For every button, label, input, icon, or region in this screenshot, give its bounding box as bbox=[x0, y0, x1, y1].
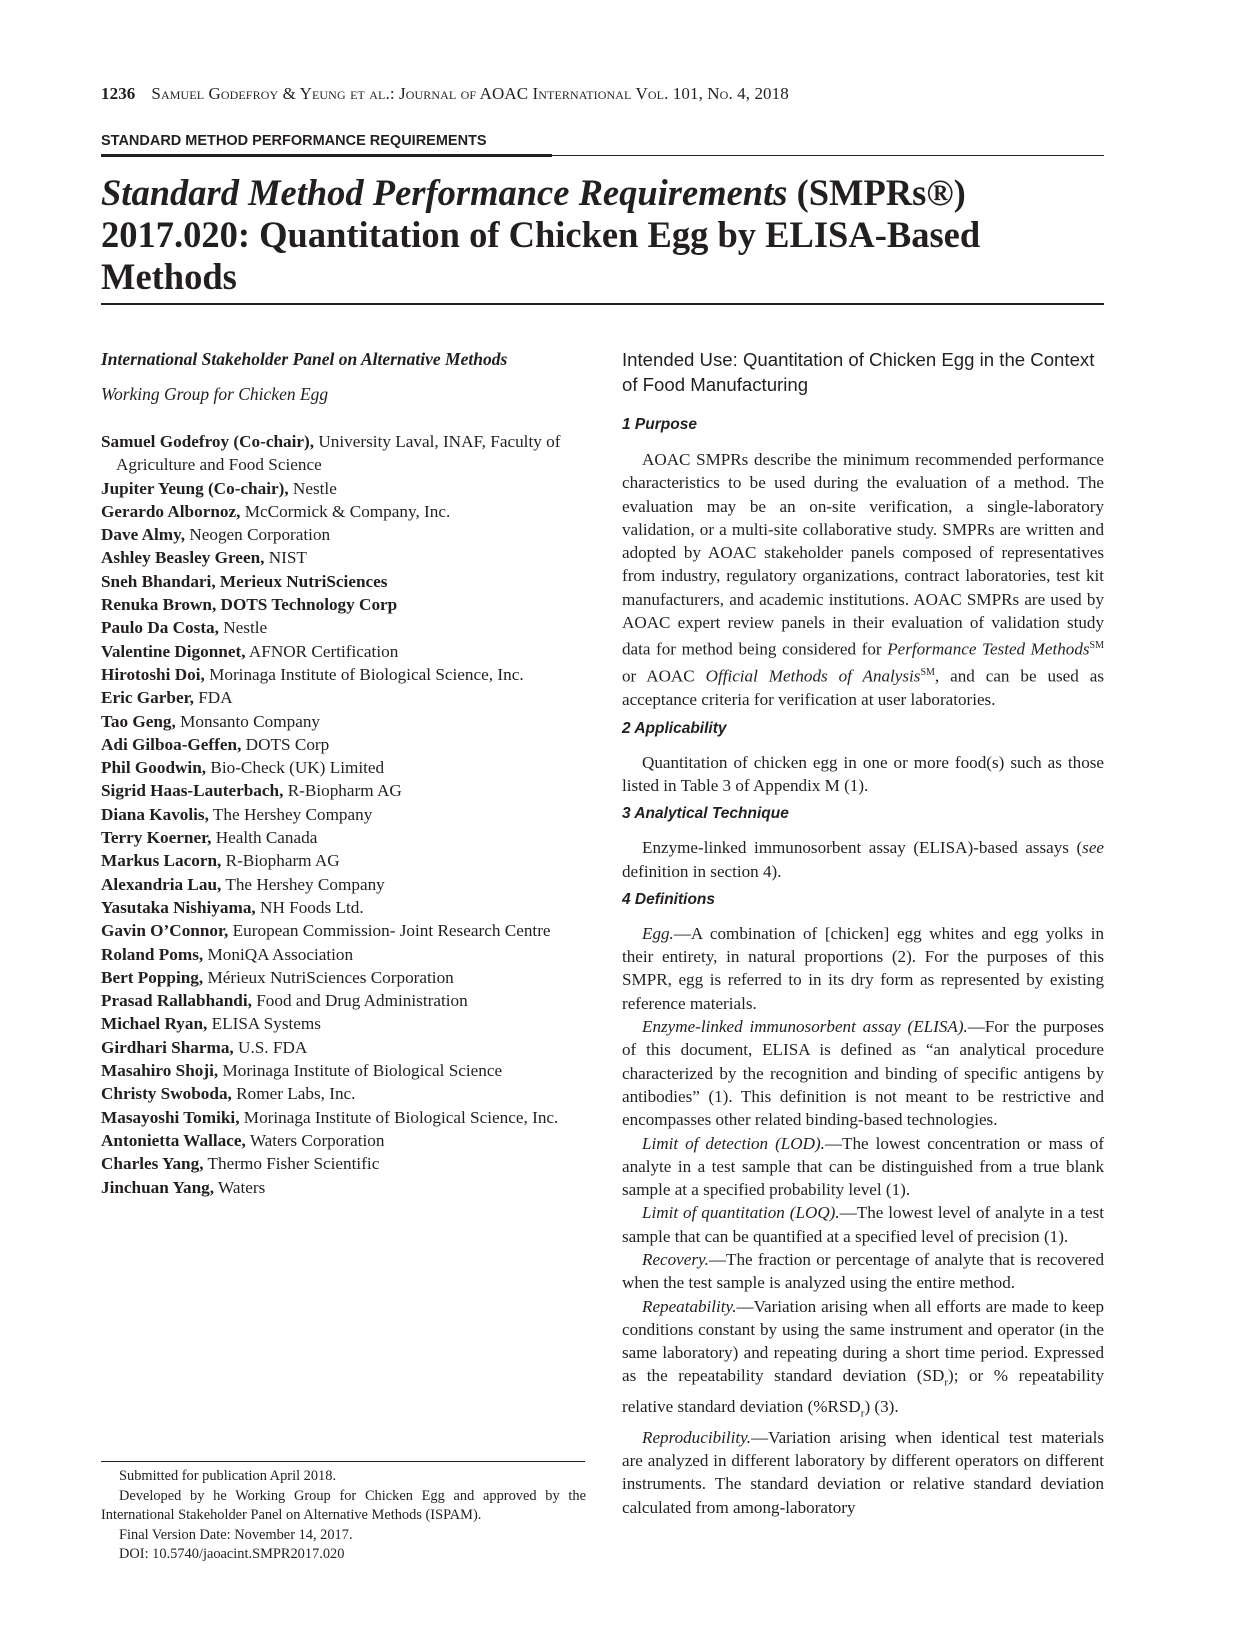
member-affiliation: Thermo Fisher Scientific bbox=[207, 1154, 380, 1174]
member-entry bbox=[101, 733, 591, 756]
member-name: Ashley Beasley Green, bbox=[101, 548, 265, 568]
member-name: Alexandria Lau, bbox=[101, 874, 222, 894]
member-affiliation: Morinaga Institute of Biological Science bbox=[222, 1061, 503, 1081]
member-name: Bert Popping, bbox=[101, 967, 204, 987]
section-rule-thick bbox=[101, 154, 552, 157]
member-affiliation: The Hershey Company bbox=[225, 874, 385, 894]
page-number: 1236 bbox=[101, 84, 136, 103]
member-name: Dave Almy, bbox=[101, 525, 186, 545]
technique-text-a: Enzyme-linked immunosorbent assay (ELISA)-based assays ( bbox=[642, 838, 1083, 858]
member-entry bbox=[101, 1036, 591, 1059]
member-name: Roland Poms, bbox=[101, 944, 204, 964]
purpose-paragraph bbox=[622, 448, 1104, 712]
member-entry bbox=[101, 477, 591, 500]
member-entry bbox=[101, 1176, 591, 1199]
member-entry bbox=[101, 663, 591, 686]
member-entry bbox=[101, 686, 591, 709]
member-entry bbox=[101, 873, 591, 896]
member-affiliation: Health Canada bbox=[215, 828, 318, 848]
member-entry bbox=[101, 779, 591, 802]
member-name: Tao Geng, bbox=[101, 711, 176, 731]
member-affiliation: The Hershey Company bbox=[212, 804, 373, 824]
member-entry bbox=[101, 1012, 591, 1035]
member-entry bbox=[101, 546, 591, 569]
def-lod bbox=[622, 1132, 1104, 1202]
applicability-paragraph: Quantitation of chicken egg in one or more food(s) such as those listed in Table 3 of Appendix M (1). bbox=[622, 752, 1104, 795]
def-repeatability-text-b: ); or % repeatability relative standard deviation (%RSD bbox=[622, 1366, 1104, 1417]
member-name: Masahiro Shoji, bbox=[101, 1061, 219, 1081]
footnote-doi: DOI: 10.5740/jaoacint.SMPR2017.020 bbox=[119, 1546, 345, 1562]
oma-term: Official Methods of Analysis bbox=[705, 667, 921, 687]
member-name: Valentine Digonnet, bbox=[101, 641, 246, 661]
member-name: Phil Goodwin, bbox=[101, 758, 207, 778]
purpose-or-aoac: or AOAC bbox=[622, 667, 695, 687]
member-entry bbox=[101, 1106, 591, 1129]
subscript-r: r bbox=[944, 1376, 949, 1389]
member-entry bbox=[101, 710, 591, 733]
sm-mark: SM bbox=[920, 667, 935, 679]
member-name: Yasutaka Nishiyama, bbox=[101, 897, 256, 917]
def-egg-text: —A combination of [chicken] egg whites and egg yolks in their entirety, in natural proportions (2). For the purposes of this SMPR, egg is referred to in its dry form as represented by existing reference materials. bbox=[622, 923, 1104, 1013]
def-repeatability-text-a: —Variation arising when all efforts are made to keep conditions constant by using the same instrument and operator (in the same laboratory) and repeating during a short time period. Expressed as the repeatability standard deviation (SD bbox=[622, 1296, 1104, 1386]
member-affiliation: MoniQA Association bbox=[207, 944, 354, 964]
section-3-heading: 3 Analytical Technique bbox=[622, 805, 789, 823]
member-entry bbox=[101, 1059, 591, 1082]
member-affiliation: Romer Labs, Inc. bbox=[236, 1084, 356, 1104]
member-affiliation: Neogen Corporation bbox=[189, 525, 331, 545]
title-line1-rest: (SMPRs®) bbox=[796, 172, 966, 213]
member-affiliation: Mérieux NutriSciences Corporation bbox=[207, 967, 454, 987]
member-name: Charles Yang, bbox=[101, 1154, 204, 1174]
working-group-name: Working Group for Chicken Egg bbox=[101, 384, 329, 404]
member-entry bbox=[101, 1152, 591, 1175]
member-name: Christy Swoboda, bbox=[101, 1084, 232, 1104]
member-name: Girdhari Sharma, bbox=[101, 1037, 234, 1057]
def-repeatability-term: Repeatability. bbox=[642, 1296, 737, 1316]
title-rule bbox=[101, 303, 1104, 305]
member-name: Samuel Godefroy (Co-chair), bbox=[101, 432, 315, 451]
footnote-developed: Developed by he Working Group for Chicken Egg and approved by the International Stakeholder Panel on Alternative Methods (ISPAM). bbox=[101, 1487, 586, 1523]
see-word: see bbox=[1082, 838, 1104, 858]
section-4-heading: 4 Definitions bbox=[622, 890, 716, 908]
def-recovery-term: Recovery. bbox=[642, 1249, 709, 1269]
running-head-text: Samuel Godefroy & Yeung et al.: Journal of AOAC International Vol. 101, No. 4, 2018 bbox=[151, 84, 789, 103]
member-name: Jinchuan Yang, bbox=[101, 1177, 215, 1197]
def-reproducibility bbox=[622, 1426, 1104, 1519]
def-repeatability bbox=[622, 1295, 1104, 1426]
member-name: Renuka Brown, DOTS Technology Corp bbox=[101, 595, 398, 615]
def-elisa-term: Enzyme-linked immunosorbent assay (ELISA). bbox=[642, 1017, 968, 1037]
member-affiliation: R-Biopharm AG bbox=[287, 781, 402, 801]
member-affiliation: NH Foods Ltd. bbox=[260, 897, 364, 917]
def-egg bbox=[622, 922, 1104, 1015]
member-affiliation: NIST bbox=[268, 548, 307, 568]
member-entry bbox=[101, 430, 591, 477]
def-reproducibility-term: Reproducibility. bbox=[642, 1427, 752, 1447]
footnote-final-date: Final Version Date: November 14, 2017. bbox=[119, 1526, 353, 1543]
member-affiliation: DOTS Corp bbox=[245, 734, 330, 754]
title-line2: 2017.020: Quantitation of Chicken Egg by ELISA-Based bbox=[101, 214, 981, 255]
section-label: STANDARD METHOD PERFORMANCE REQUIREMENTS bbox=[101, 133, 487, 149]
member-entry bbox=[101, 593, 591, 616]
member-affiliation: University Laval, INAF, Faculty of Agriculture and Food Science bbox=[116, 432, 561, 475]
member-name: Sneh Bhandari, Merieux NutriSciences bbox=[101, 571, 388, 591]
member-name: Jupiter Yeung (Co-chair), bbox=[101, 478, 289, 498]
member-affiliation: FDA bbox=[198, 688, 233, 708]
def-elisa-text: —For the purposes of this document, ELISA is defined as “an analytical procedure characterized by the recognition and binding of specific antigens by antibodies” (1). This definition is not meant to be restrictive and encompasses other related binding-based technologies. bbox=[622, 1017, 1104, 1130]
sm-mark: SM bbox=[1089, 640, 1104, 652]
member-affiliation: Nestle bbox=[292, 478, 337, 498]
def-lod-term: Limit of detection (LOD). bbox=[642, 1133, 825, 1153]
member-name: Antonietta Wallace, bbox=[101, 1130, 246, 1150]
subscript-r: r bbox=[860, 1407, 865, 1420]
member-entry bbox=[101, 640, 591, 663]
member-entry bbox=[101, 500, 591, 523]
member-affiliation: Morinaga Institute of Biological Science, Inc. bbox=[209, 664, 524, 684]
running-head bbox=[101, 84, 789, 104]
def-loq bbox=[622, 1201, 1104, 1248]
def-loq-term: Limit of quantitation (LOQ). bbox=[642, 1203, 840, 1223]
member-name: Terry Koerner, bbox=[101, 828, 212, 848]
member-entry bbox=[101, 570, 591, 593]
purpose-text-b: , and can be used as acceptance criteria for verification at user laboratories. bbox=[622, 667, 1104, 710]
member-entry bbox=[101, 1082, 591, 1105]
technique-paragraph bbox=[622, 836, 1104, 883]
section-rule-thin bbox=[552, 155, 1104, 156]
member-entry bbox=[101, 523, 591, 546]
member-affiliation: R-Biopharm AG bbox=[225, 851, 340, 871]
member-affiliation: Monsanto Company bbox=[180, 711, 321, 731]
member-entry bbox=[101, 966, 591, 989]
member-entry bbox=[101, 943, 591, 966]
member-affiliation: Waters bbox=[218, 1177, 266, 1197]
member-affiliation: Bio-Check (UK) Limited bbox=[210, 758, 385, 778]
member-entry bbox=[101, 826, 591, 849]
member-affiliation: Nestle bbox=[223, 618, 268, 638]
left-column bbox=[101, 348, 591, 1199]
member-name: Hirotoshi Doi, bbox=[101, 664, 205, 684]
section-1-heading: 1 Purpose bbox=[622, 416, 697, 433]
member-name: Prasad Rallabhandi, bbox=[101, 991, 252, 1011]
member-entry bbox=[101, 1129, 591, 1152]
member-affiliation: Food and Drug Administration bbox=[256, 991, 468, 1011]
footnotes bbox=[101, 1467, 586, 1565]
member-affiliation: U.S. FDA bbox=[238, 1037, 308, 1057]
member-name: Markus Lacorn, bbox=[101, 851, 222, 871]
member-name: Eric Garber, bbox=[101, 688, 194, 708]
purpose-text-a: AOAC SMPRs describe the minimum recommended performance characteristics to be used during the evaluation of a method. The evaluation may be an on-site verification, a single-laboratory validation, or a multi-site collaborative study. SMPRs are written and adopted by AOAC stakeholder panels composed of representatives from industry, regulatory organizations, contract laboratories, test kit manufacturers, and academic institutions. AOAC SMPRs are used by AOAC expert review panels in their evaluation of validation study data for method being considered for bbox=[622, 450, 1104, 660]
member-affiliation: AFNOR Certification bbox=[248, 641, 399, 661]
def-reproducibility-text: —Variation arising when identical test materials are analyzed in different laboratory by different operators on different instruments. The standard deviation or relative standard deviation calculated from among-laboratory bbox=[622, 1427, 1104, 1517]
def-egg-term: Egg. bbox=[642, 923, 674, 943]
member-affiliation: ELISA Systems bbox=[211, 1014, 321, 1034]
def-recovery-text: —The fraction or percentage of analyte that is recovered when the test sample is analyzed using the entire method. bbox=[622, 1249, 1104, 1293]
member-entry bbox=[101, 803, 591, 826]
member-name: Michael Ryan, bbox=[101, 1014, 208, 1034]
member-name: Masayoshi Tomiki, bbox=[101, 1107, 240, 1127]
member-affiliation: Waters Corporation bbox=[249, 1130, 385, 1150]
member-entry bbox=[101, 616, 591, 639]
footnote-submitted: Submitted for publication April 2018. bbox=[119, 1468, 337, 1484]
member-affiliation: European Commission- Joint Research Centre bbox=[232, 921, 551, 941]
def-elisa bbox=[622, 1015, 1104, 1131]
title-line3: Methods bbox=[101, 256, 237, 297]
member-name: Gavin O’Connor, bbox=[101, 921, 229, 941]
footnote-rule bbox=[101, 1461, 585, 1462]
technique-text-b: definition in section 4). bbox=[622, 861, 782, 881]
def-lod-text: —The lowest concentration or mass of analyte in a test sample that can be distinguished from a true blank sample at a specified probability level (1). bbox=[622, 1133, 1105, 1200]
right-column bbox=[622, 347, 1104, 1519]
def-repeatability-text-c: ) (3). bbox=[864, 1397, 899, 1417]
member-affiliation: McCormick & Company, Inc. bbox=[244, 501, 451, 521]
member-entry bbox=[101, 896, 591, 919]
member-name: Sigrid Haas-Lauterbach, bbox=[101, 781, 284, 801]
member-name: Adi Gilboa-Geffen, bbox=[101, 734, 242, 754]
title-italic-part: Standard Method Performance Requirements bbox=[101, 172, 788, 213]
member-affiliation: Morinaga Institute of Biological Science, Inc. bbox=[243, 1107, 559, 1127]
member-entry bbox=[101, 919, 591, 942]
def-loq-text: —The lowest level of analyte in a test sample that can be quantified at a specified level of precision (1). bbox=[622, 1203, 1104, 1246]
intended-use: Intended Use: Quantitation of Chicken Egg in the Context of Food Manufacturing bbox=[622, 349, 1095, 395]
member-name: Gerardo Albornoz, bbox=[101, 501, 241, 521]
def-recovery bbox=[622, 1248, 1104, 1295]
member-entry bbox=[101, 756, 591, 779]
member-name: Diana Kavolis, bbox=[101, 804, 209, 824]
member-entry bbox=[101, 849, 591, 872]
section-2-heading: 2 Applicability bbox=[622, 719, 727, 737]
member-entry bbox=[101, 989, 591, 1012]
panel-name: International Stakeholder Panel on Alternative Methods bbox=[101, 349, 508, 369]
member-name: Paulo Da Costa, bbox=[101, 618, 219, 638]
member-list bbox=[101, 430, 591, 1199]
article-title bbox=[101, 172, 1104, 298]
ptm-term: Performance Tested Methods bbox=[887, 640, 1090, 660]
